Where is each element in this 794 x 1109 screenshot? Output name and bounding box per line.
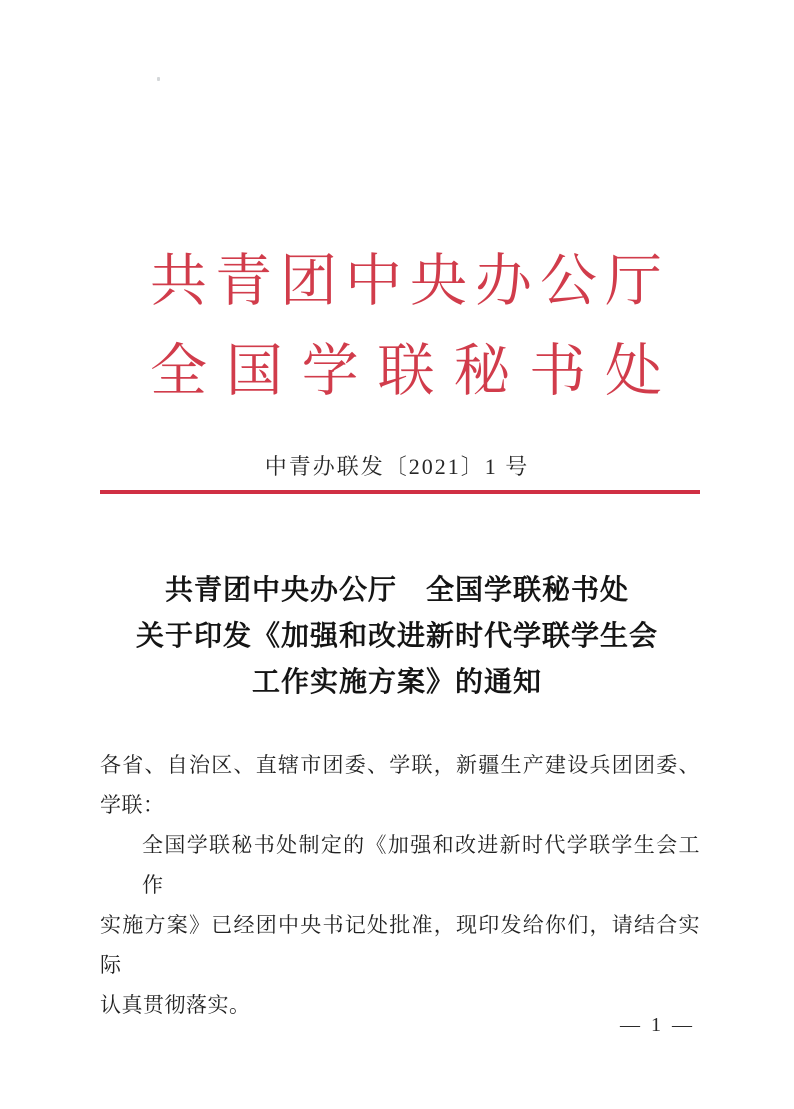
scan-artifact	[157, 77, 160, 81]
notice-title-line-2: 关于印发《加强和改进新时代学联学生会	[135, 621, 658, 652]
document-number: 中青办联发〔2021〕1 号	[264, 454, 530, 479]
salutation-line-2: 学联：	[100, 793, 165, 817]
letterhead-line-2: 全 国 学 联 秘 书 处	[150, 340, 662, 403]
salutation-line-1: 各省、自治区、直辖市团委、学联，新疆生产建设兵团团委、	[100, 753, 700, 777]
notice-title-line-1: 共青团中央办公厅 全国学联秘书处	[164, 575, 629, 606]
document-body	[100, 745, 700, 1025]
red-divider-rule	[100, 490, 700, 494]
paragraph-line-3: 认真贯彻落实。	[100, 993, 251, 1017]
paragraph-line-2: 实施方案》已经团中央书记处批准，现印发给你们，请结合实际	[100, 913, 700, 977]
notice-title	[97, 568, 697, 706]
paragraph-line-1: 全国学联秘书处制定的《加强和改进新时代学联学生会工作	[142, 833, 700, 897]
letterhead-line-1: 共 青 团 中 央 办 公 厅	[150, 250, 662, 313]
page-number: — 1 —	[620, 1014, 695, 1036]
notice-title-line-3: 工作实施方案》的通知	[251, 667, 542, 698]
